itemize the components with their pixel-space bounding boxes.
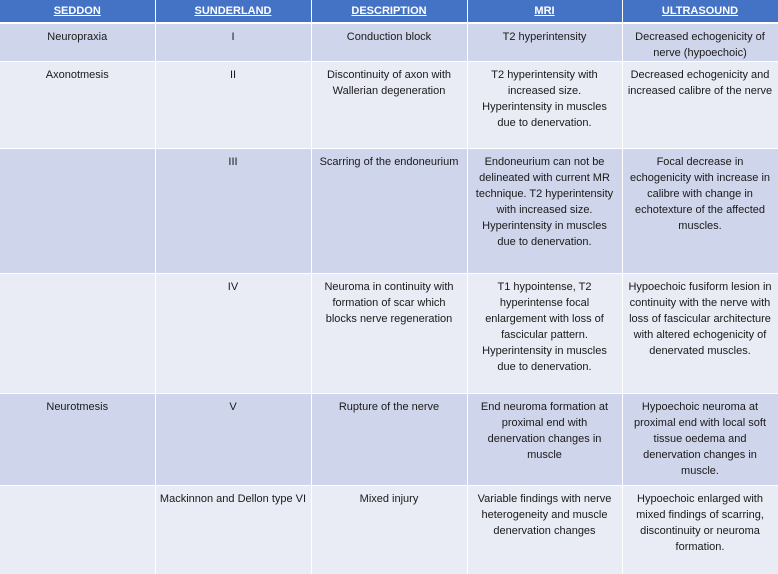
cell-sunderland: Mackinnon and Dellon type VI	[155, 486, 311, 574]
cell-ultrasound: Hypoechoic enlarged with mixed findings of scarring, discontinuity or neuroma formation.	[622, 486, 778, 574]
cell-description: Conduction block	[311, 23, 467, 62]
header-row	[0, 0, 778, 23]
cell-mri: T2 hyperintensity	[467, 23, 622, 62]
cell-ultrasound: Hypoechoic neuroma at proximal end with local soft tissue oedema and denervation changes in muscle.	[622, 394, 778, 486]
cell-mri: Endoneurium can not be delineated with current MR technique. T2 hyperintensity with increased size. Hyperintensity in muscles due to denervation.	[467, 149, 622, 274]
table-row	[0, 274, 778, 394]
cell-description: Discontinuity of axon with Wallerian degeneration	[311, 62, 467, 149]
cell-seddon	[0, 486, 155, 574]
table-row	[0, 23, 778, 62]
cell-sunderland: V	[155, 394, 311, 486]
cell-sunderland: IV	[155, 274, 311, 394]
header-sunderland: SUNDERLAND	[155, 0, 311, 23]
cell-seddon	[0, 274, 155, 394]
cell-ultrasound: Decreased echogenicity of nerve (hypoechoic)	[622, 23, 778, 62]
cell-ultrasound: Hypoechoic fusiform lesion in continuity with the nerve with loss of fascicular architecture with altered echogenicity of denervated muscles.	[622, 274, 778, 394]
header-description: DESCRIPTION	[311, 0, 467, 23]
cell-sunderland: II	[155, 62, 311, 149]
header-mri: MRI	[467, 0, 622, 23]
table-row	[0, 486, 778, 574]
cell-seddon	[0, 149, 155, 274]
cell-description: Neuroma in continuity with formation of scar which blocks nerve regeneration	[311, 274, 467, 394]
cell-mri: T2 hyperintensity with increased size. Hyperintensity in muscles due to denervation.	[467, 62, 622, 149]
cell-sunderland: I	[155, 23, 311, 62]
cell-seddon: Neurotmesis	[0, 394, 155, 486]
cell-seddon: Axonotmesis	[0, 62, 155, 149]
cell-description: Scarring of the endoneurium	[311, 149, 467, 274]
cell-sunderland: III	[155, 149, 311, 274]
cell-mri: End neuroma formation at proximal end with denervation changes in muscle	[467, 394, 622, 486]
header-ultrasound: ULTRASOUND	[622, 0, 778, 23]
header-seddon: SEDDON	[0, 0, 155, 23]
table-row	[0, 149, 778, 274]
cell-description: Rupture of the nerve	[311, 394, 467, 486]
cell-seddon: Neuropraxia	[0, 23, 155, 62]
table-row	[0, 394, 778, 486]
cell-mri: Variable findings with nerve heterogeneity and muscle denervation changes	[467, 486, 622, 574]
cell-ultrasound: Focal decrease in echogenicity with increase in calibre with change in echotexture of the affected muscles.	[622, 149, 778, 274]
table-row	[0, 62, 778, 149]
cell-description: Mixed injury	[311, 486, 467, 574]
cell-ultrasound: Decreased echogenicity and increased calibre of the nerve	[622, 62, 778, 149]
cell-mri: T1 hypointense, T2 hyperintense focal enlargement with loss of fascicular pattern. Hyperintensity in muscles due to denervation.	[467, 274, 622, 394]
